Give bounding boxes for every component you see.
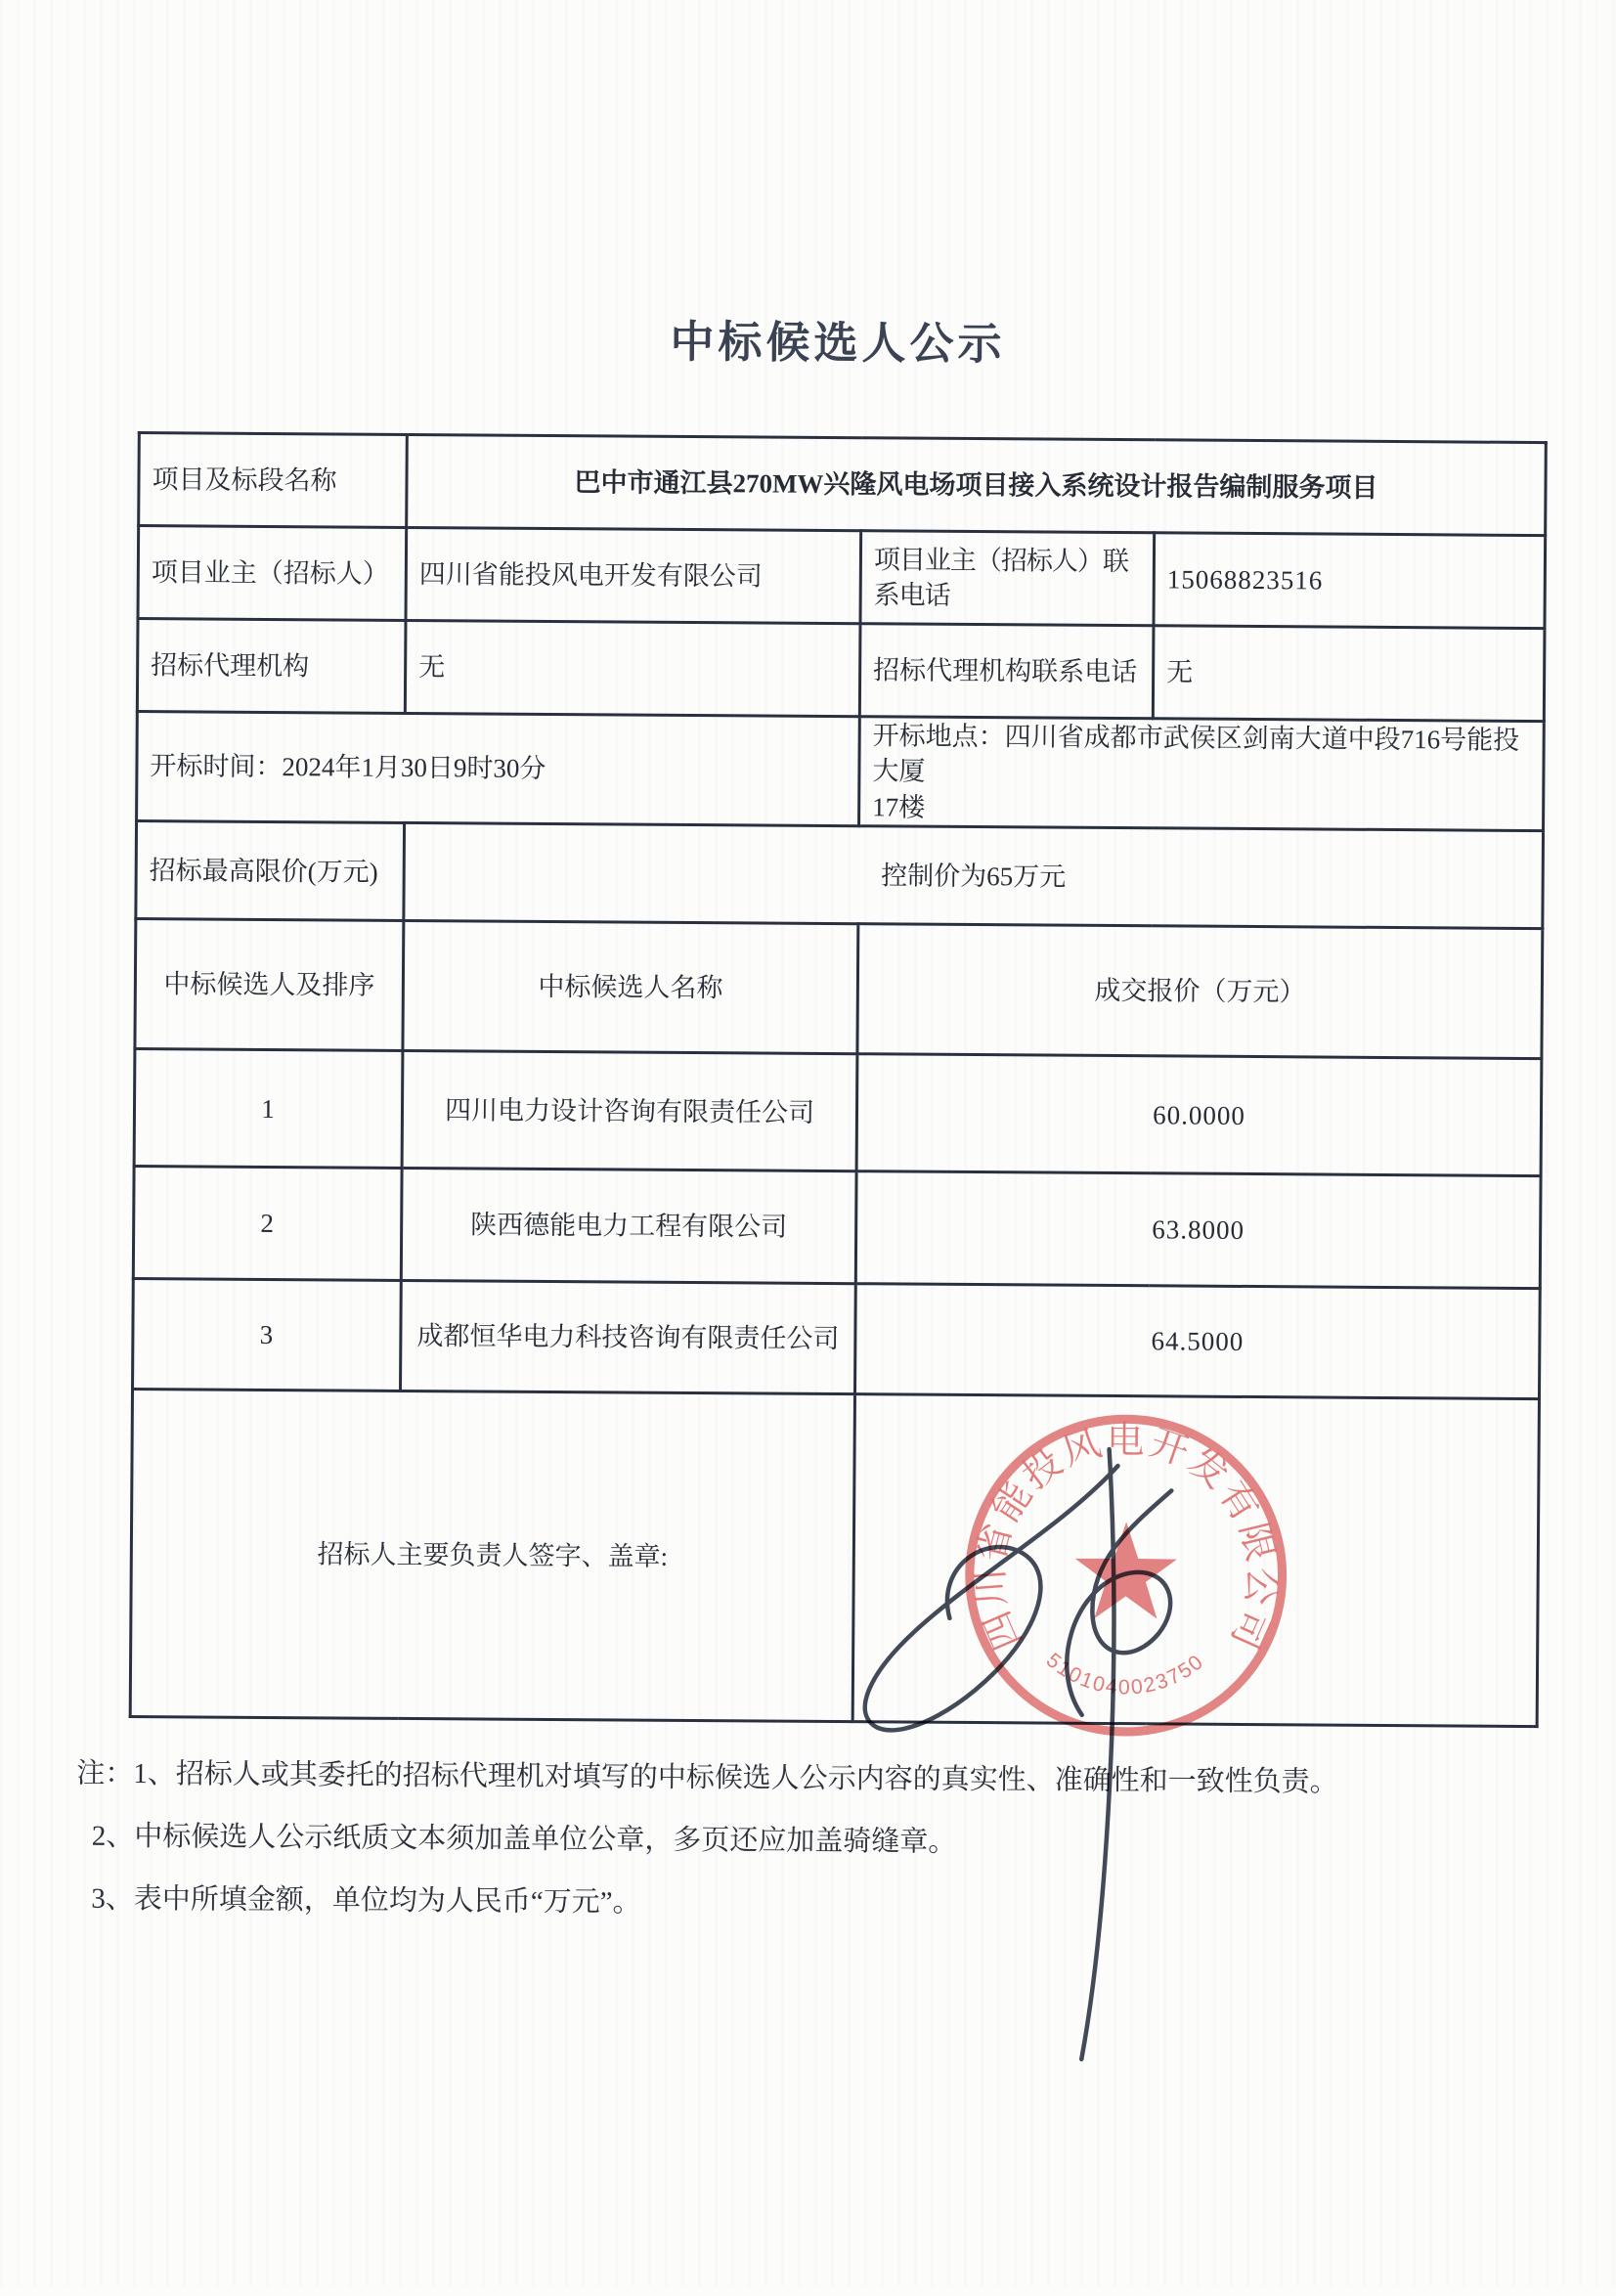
max-price-label: 招标最高限价(万元)	[136, 821, 405, 921]
owner-phone-label: 项目业主（招标人）联系电话	[860, 531, 1155, 626]
open-time: 开标时间：2024年1月30日9时30分	[137, 712, 860, 826]
project-label: 项目及标段名称	[139, 433, 408, 528]
row-max-price	[136, 821, 1544, 929]
note-1: 注：1、招标人或其委托的招标代理机对填写的中标候选人公示内容的真实性、准确性和一致性负责。	[76, 1757, 1338, 1798]
candidate-name: 成都恒华电力科技咨询有限责任公司	[401, 1281, 856, 1394]
owner-label: 项目业主（招标人）	[138, 526, 407, 621]
open-place: 开标地点：四川省成都市武侯区剑南大道中段716号能投大厦 17楼	[859, 717, 1545, 831]
signature-label: 招标人主要负责人签字、盖章:	[130, 1390, 854, 1722]
row-agency	[137, 619, 1545, 722]
note-2: 2、中标候选人公示纸质文本须加盖单位公章，多页还应加盖骑缝章。	[91, 1820, 957, 1858]
signature-stroke	[1081, 1449, 1114, 2059]
row-owner	[138, 526, 1546, 629]
candidate-rank: 2	[133, 1167, 402, 1281]
handwritten-signature	[780, 1397, 1254, 2104]
table-row-candidate-1	[134, 1049, 1542, 1176]
price-header: 成交报价（万元）	[857, 924, 1543, 1059]
candidate-rank: 3	[133, 1279, 402, 1391]
agency-value: 无	[405, 620, 860, 716]
rank-header: 中标候选人及排序	[135, 919, 404, 1051]
owner-value: 四川省能投风电开发有限公司	[406, 527, 861, 623]
signature-stroke	[865, 1464, 1118, 1732]
table-row-candidate-3	[133, 1279, 1541, 1399]
row-project	[139, 433, 1547, 536]
note-3: 3、表中所填金额，单位均为人民币“万元”。	[91, 1882, 641, 1919]
page-title: 中标候选人公示	[670, 316, 1006, 370]
agency-phone-value: 无	[1153, 626, 1545, 722]
candidate-price: 63.8000	[855, 1171, 1541, 1289]
row-candidate-headers	[135, 919, 1543, 1059]
seal-company-text: 四川省能投风电开发有限公司	[970, 1420, 1283, 1657]
table-row-candidate-2	[133, 1167, 1541, 1289]
candidate-price: 60.0000	[856, 1054, 1542, 1176]
owner-phone-value: 15068823516	[1154, 533, 1546, 629]
row-opening	[137, 712, 1545, 831]
agency-phone-label: 招标代理机构联系电话	[859, 624, 1154, 719]
seal-code-text: 5101040023750	[1041, 1648, 1209, 1700]
agency-label: 招标代理机构	[137, 619, 406, 714]
candidate-name: 四川电力设计咨询有限责任公司	[402, 1051, 857, 1171]
max-price-value: 控制价为65万元	[404, 823, 1544, 929]
project-value: 巴中市通江县270MW兴隆风电场项目接入系统设计报告编制服务项目	[407, 434, 1547, 535]
candidate-name: 陕西德能电力工程有限公司	[401, 1169, 856, 1284]
signature-stroke	[1067, 1490, 1171, 1716]
name-header: 中标候选人名称	[403, 921, 858, 1054]
candidate-rank: 1	[134, 1049, 403, 1169]
candidate-price: 64.5000	[854, 1284, 1540, 1399]
